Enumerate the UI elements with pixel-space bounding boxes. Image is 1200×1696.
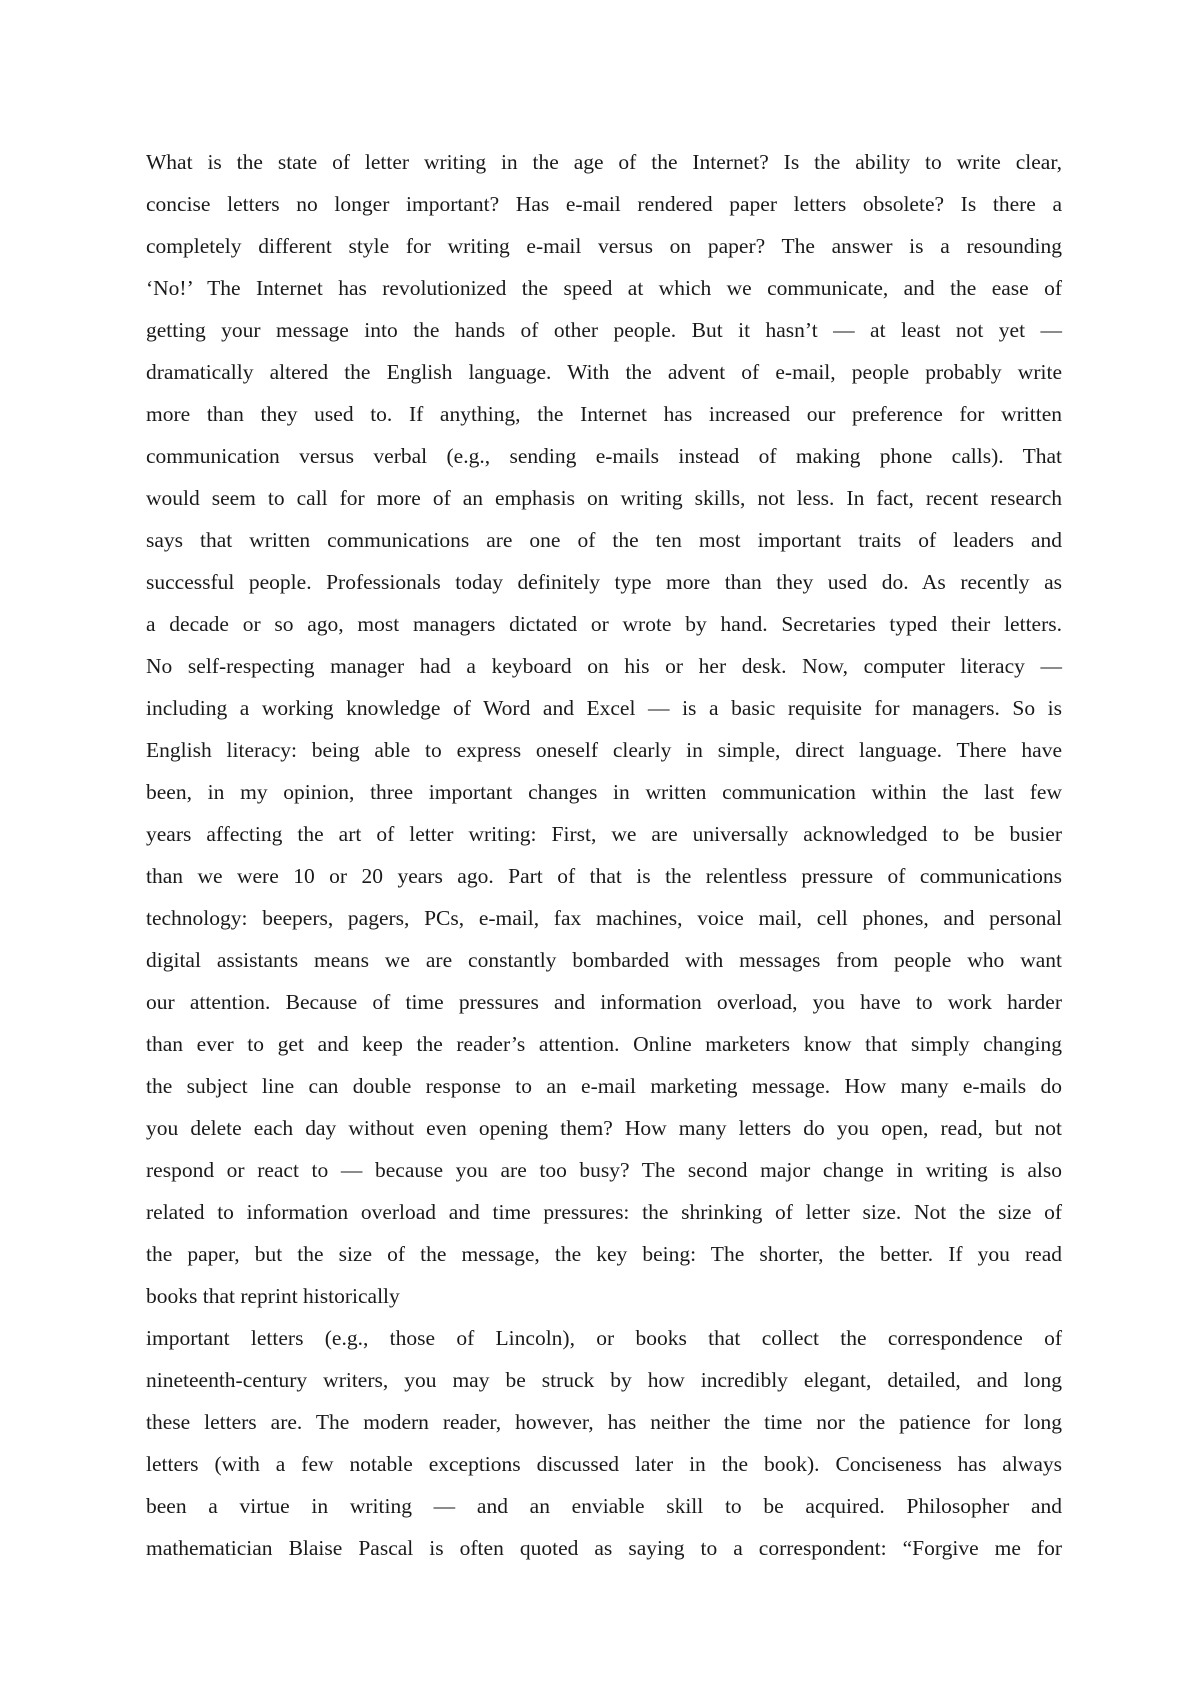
text-line: the subject line can double response to an e-mail marketing message. How many e-mails do [146, 1074, 1062, 1098]
text-line: important letters (e.g., those of Lincoln), or books that collect the correspondence of [146, 1326, 1062, 1350]
text-line: technology: beepers, pagers, PCs, e-mail, fax machines, voice mail, cell phones, and personal [146, 906, 1062, 930]
text-line: communication versus verbal (e.g., sending e-mails instead of making phone calls). That [146, 444, 1062, 468]
text-line: completely different style for writing e-mail versus on paper? The answer is a resounding [146, 234, 1062, 258]
text-line: more than they used to. If anything, the Internet has increased our preference for written [146, 402, 1062, 426]
text-line: years affecting the art of letter writing: First, we are universally acknowledged to be busier [146, 822, 1062, 846]
text-line: a decade or so ago, most managers dictated or wrote by hand. Secretaries typed their letters. [146, 612, 1062, 636]
text-line: ‘No!’ The Internet has revolutionized the speed at which we communicate, and the ease of [146, 276, 1062, 300]
text-line: digital assistants means we are constantly bombarded with messages from people who want [146, 948, 1062, 972]
text-line: letters (with a few notable exceptions discussed later in the book). Conciseness has always [146, 1452, 1062, 1476]
text-line: nineteenth-century writers, you may be struck by how incredibly elegant, detailed, and long [146, 1368, 1062, 1392]
text-line: related to information overload and time pressures: the shrinking of letter size. Not the size of [146, 1200, 1062, 1224]
text-line: getting your message into the hands of other people. But it hasn’t — at least not yet — [146, 318, 1062, 342]
text-line: including a working knowledge of Word and Excel — is a basic requisite for managers. So is [146, 696, 1062, 720]
text-line: concise letters no longer important? Has e-mail rendered paper letters obsolete? Is there a [146, 192, 1062, 216]
text-line: been, in my opinion, three important changes in written communication within the last few [146, 780, 1062, 804]
text-line: mathematician Blaise Pascal is often quoted as saying to a correspondent: “Forgive me for [146, 1536, 1062, 1560]
text-line: these letters are. The modern reader, however, has neither the time nor the patience for long [146, 1410, 1062, 1434]
text-line: says that written communications are one of the ten most important traits of leaders and [146, 528, 1062, 552]
body-text [146, 141, 1062, 1569]
text-line: our attention. Because of time pressures and information overload, you have to work harder [146, 990, 1062, 1014]
text-line: than ever to get and keep the reader’s attention. Online marketers know that simply changing [146, 1032, 1062, 1056]
text-line: books that reprint historically [146, 1284, 400, 1308]
text-line: the paper, but the size of the message, the key being: The shorter, the better. If you read [146, 1242, 1062, 1266]
text-line: respond or react to — because you are too busy? The second major change in writing is also [146, 1158, 1062, 1182]
text-line: English literacy: being able to express oneself clearly in simple, direct language. There have [146, 738, 1062, 762]
text-line: been a virtue in writing — and an enviable skill to be acquired. Philosopher and [146, 1494, 1062, 1518]
text-line: What is the state of letter writing in the age of the Internet? Is the ability to write clear, [146, 150, 1062, 174]
text-line: you delete each day without even opening them? How many letters do you open, read, but not [146, 1116, 1062, 1140]
text-line: successful people. Professionals today definitely type more than they used do. As recently as [146, 570, 1062, 594]
text-line: than we were 10 or 20 years ago. Part of that is the relentless pressure of communications [146, 864, 1062, 888]
text-line: would seem to call for more of an emphasis on writing skills, not less. In fact, recent research [146, 486, 1062, 510]
text-line: No self-respecting manager had a keyboard on his or her desk. Now, computer literacy — [146, 654, 1062, 678]
text-line: dramatically altered the English language. With the advent of e-mail, people probably write [146, 360, 1062, 384]
